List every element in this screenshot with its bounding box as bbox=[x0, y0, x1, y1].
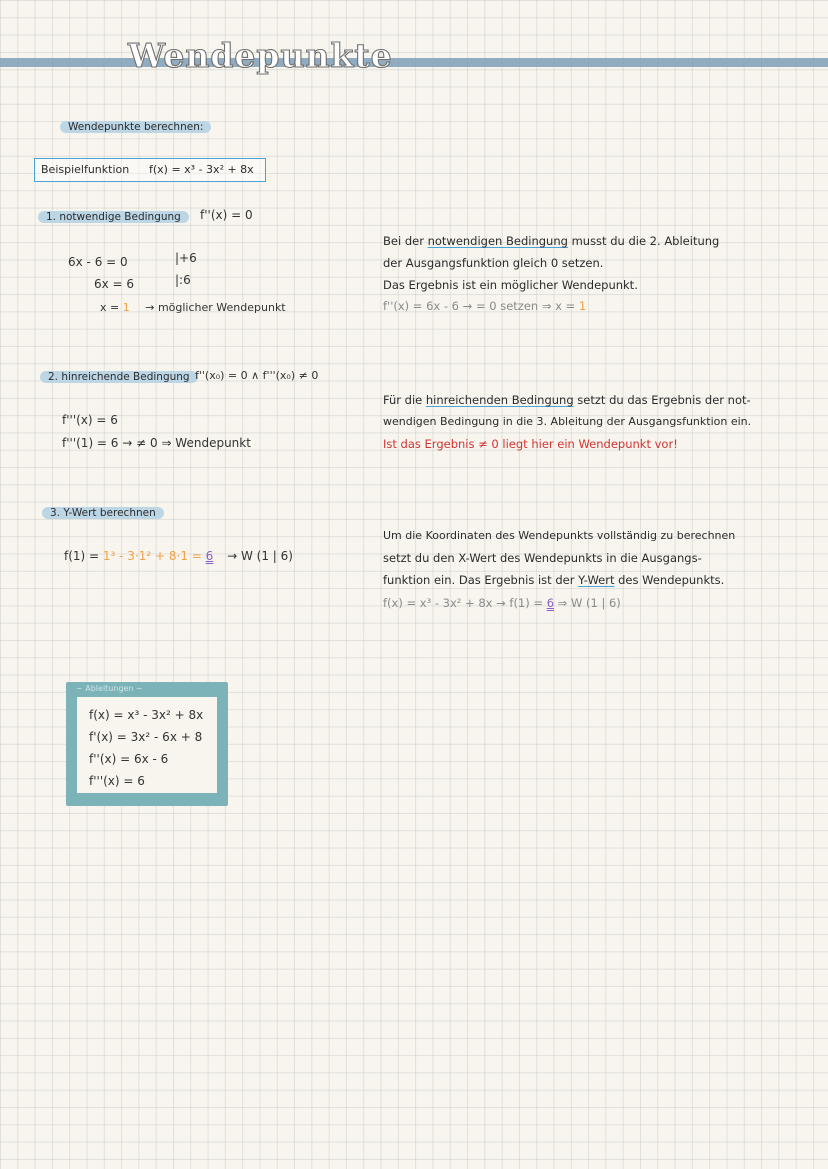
step2-line2: f'''(1) = 6 → ≠ 0 ⇒ Wendepunkt bbox=[62, 436, 251, 450]
step2-line1: f'''(x) = 6 bbox=[62, 413, 118, 427]
step2-explanation-line1: Für die hinreichenden Bedingung setzt du das Ergebnis der not- bbox=[383, 393, 751, 407]
section-heading: Wendepunkte berechnen: bbox=[60, 121, 211, 133]
page-title: Wendepunkte bbox=[128, 36, 393, 75]
step1-explanation-line4: f''(x) = 6x - 6 → = 0 setzen ⇒ x = 1 bbox=[383, 299, 587, 313]
step1-condition: f''(x) = 0 bbox=[200, 208, 253, 222]
derivative-f2: f''(x) = 6x - 6 bbox=[89, 752, 169, 766]
example-formula: f(x) = x³ - 3x² + 8x bbox=[149, 163, 254, 176]
step1-explanation-line1: Bei der notwendigen Bedingung musst du die 2. Ableitung bbox=[383, 234, 720, 248]
step1-heading: 1. notwendige Bedingung bbox=[38, 211, 189, 223]
derivative-f1: f'(x) = 3x² - 6x + 8 bbox=[89, 730, 203, 744]
step1-result: x = 1 → möglicher Wendepunkt bbox=[100, 301, 286, 314]
step3-explanation-line3: funktion ein. Das Ergebnis ist der Y-Wert des Wendepunkts. bbox=[383, 573, 725, 587]
step2-condition: f''(x₀) = 0 ∧ f'''(x₀) ≠ 0 bbox=[195, 369, 319, 382]
step1-line1-left: 6x - 6 = 0 bbox=[68, 255, 128, 269]
step3-calculation: f(1) = 1³ - 3·1² + 8·1 = 6 → W (1 | 6) bbox=[64, 549, 293, 563]
title-underline-bar bbox=[0, 58, 828, 67]
step1-explanation-line2: der Ausgangsfunktion gleich 0 setzen. bbox=[383, 256, 604, 270]
derivatives-box bbox=[66, 682, 228, 806]
derivatives-list bbox=[77, 697, 217, 793]
step2-explanation-line3: Ist das Ergebnis ≠ 0 liegt hier ein Wendepunkt vor! bbox=[383, 437, 678, 451]
step3-explanation-line2: setzt du den X-Wert des Wendepunkts in die Ausgangs- bbox=[383, 551, 702, 565]
derivatives-label: ~ Ableitungen ~ bbox=[76, 684, 143, 693]
step1-line2-right: |:6 bbox=[175, 273, 191, 287]
step3-heading: 3. Y-Wert berechnen bbox=[42, 507, 164, 519]
step2-explanation-line2: wendigen Bedingung in die 3. Ableitung der Ausgangsfunktion ein. bbox=[383, 415, 752, 428]
step2-heading: 2. hinreichende Bedingung bbox=[40, 371, 198, 383]
step1-explanation-line3: Das Ergebnis ist ein möglicher Wendepunkt. bbox=[383, 278, 638, 292]
example-function-box bbox=[34, 158, 266, 182]
step1-line2-left: 6x = 6 bbox=[94, 277, 135, 291]
derivative-f3: f'''(x) = 6 bbox=[89, 774, 145, 788]
step1-line1-right: |+6 bbox=[175, 251, 197, 265]
step3-explanation-line1: Um die Koordinaten des Wendepunkts vollständig zu berechnen bbox=[383, 529, 736, 542]
derivative-f: f(x) = x³ - 3x² + 8x bbox=[89, 708, 204, 722]
example-label: Beispielfunktion bbox=[41, 163, 130, 176]
step3-explanation-line4: f(x) = x³ - 3x² + 8x → f(1) = 6 ⇒ W (1 | 6) bbox=[383, 596, 621, 610]
